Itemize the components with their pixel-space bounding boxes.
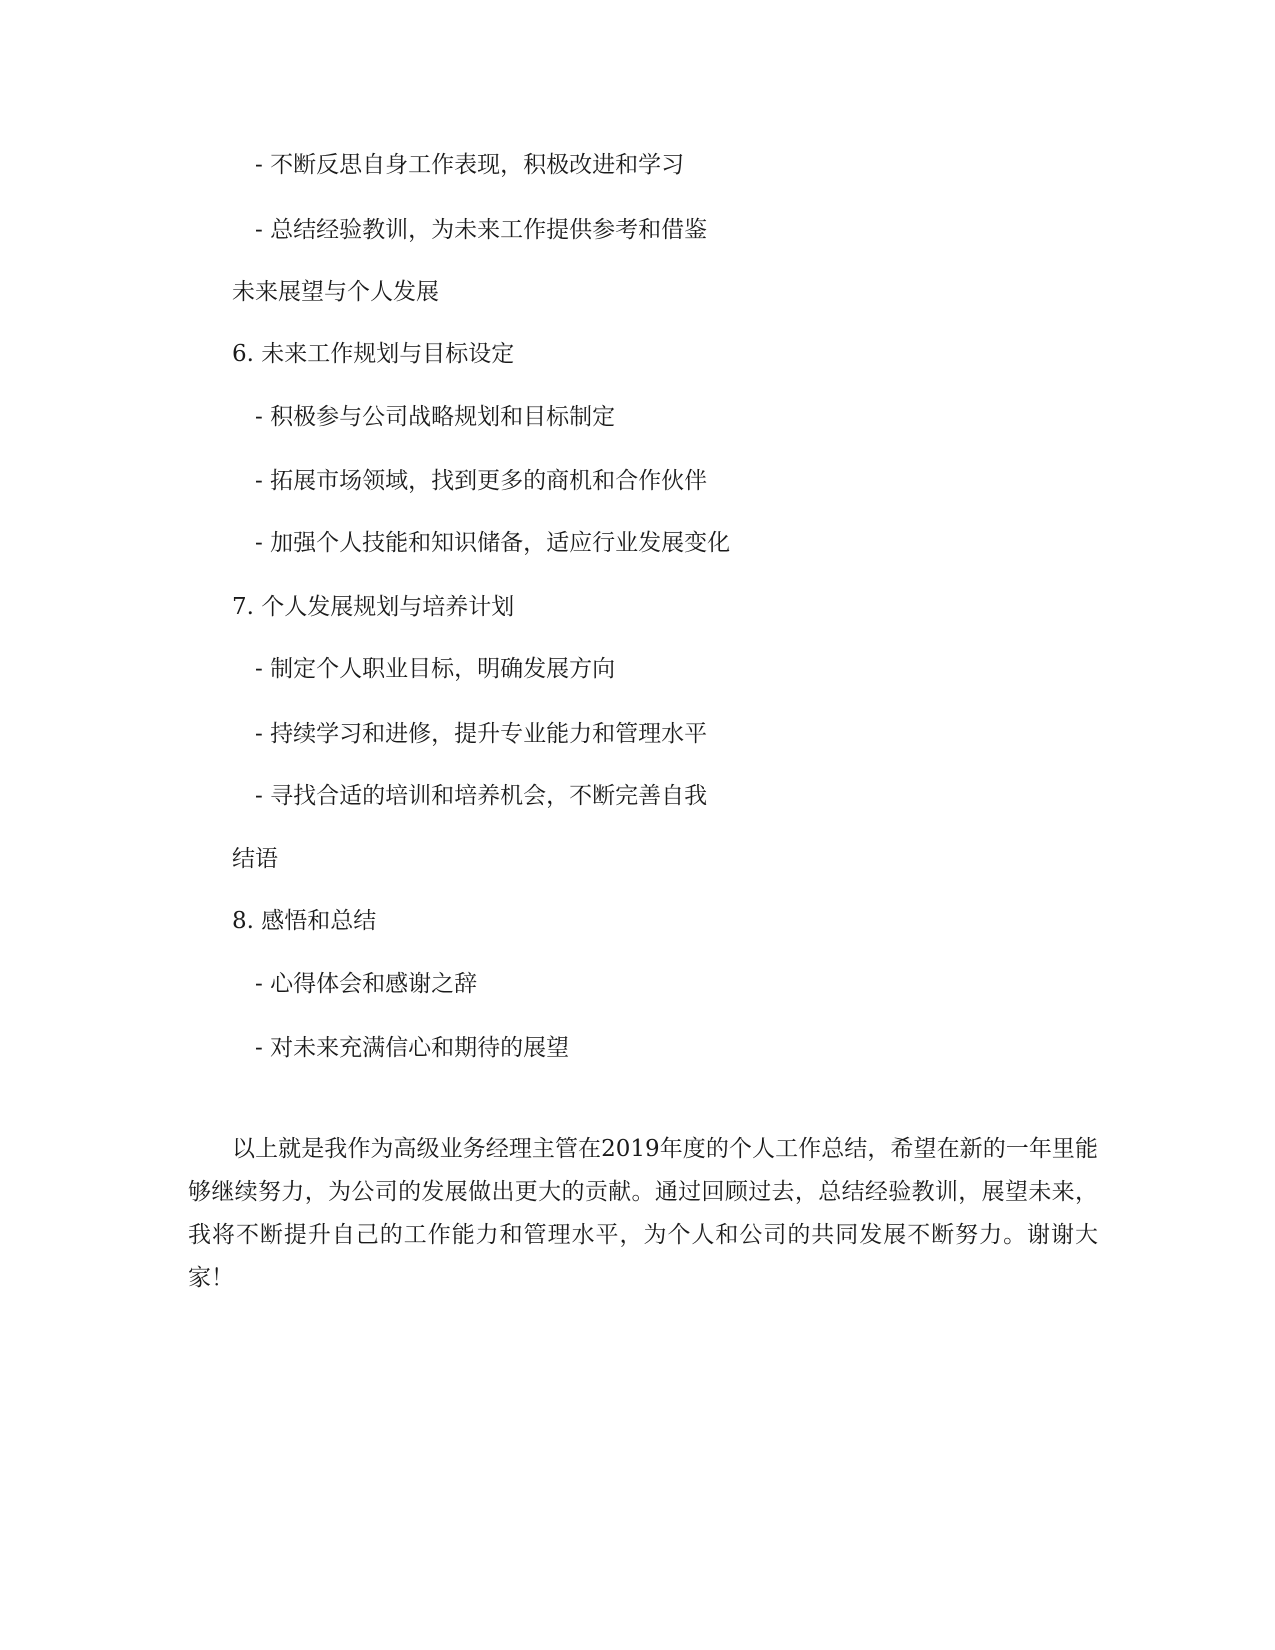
bullet-continuous-learning: - 持续学习和进修，提升专业能力和管理水平	[255, 721, 708, 747]
closing-paragraph: 以上就是我作为高级业务经理主管在2019年度的个人工作总结，希望在新的一年里能够继续努力，为公司的发展做出更大的贡献。通过回顾过去，总结经验教训，展望未来，我将不断提升自己的工作能力和管理水平，为个人和公司的共同发展不断努力。谢谢大家！	[188, 1136, 1098, 1291]
subsection-heading-7: 7. 个人发展规划与培养计划	[232, 594, 515, 620]
bullet-expand-market: - 拓展市场领域，找到更多的商机和合作伙伴	[255, 468, 708, 494]
subsection-heading-8: 8. 感悟和总结	[232, 908, 377, 934]
bullet-strategy-planning: - 积极参与公司战略规划和目标制定	[255, 404, 616, 430]
bullet-training-opportunities: - 寻找合适的培训和培养机会，不断完善自我	[255, 783, 708, 809]
bullet-thanks: - 心得体会和感谢之辞	[255, 971, 478, 997]
bullet-career-goals: - 制定个人职业目标，明确发展方向	[255, 656, 616, 682]
bullet-strengthen-skills: - 加强个人技能和知识储备，适应行业发展变化	[255, 530, 731, 556]
section-heading-conclusion: 结语	[232, 846, 278, 872]
subsection-heading-6: 6. 未来工作规划与目标设定	[232, 341, 515, 367]
bullet-summarize-lessons: - 总结经验教训，为未来工作提供参考和借鉴	[255, 217, 708, 243]
bullet-future-confidence: - 对未来充满信心和期待的展望	[255, 1035, 570, 1061]
bullet-reflect-performance: - 不断反思自身工作表现，积极改进和学习	[255, 152, 685, 178]
section-heading-future-outlook: 未来展望与个人发展	[232, 279, 439, 305]
